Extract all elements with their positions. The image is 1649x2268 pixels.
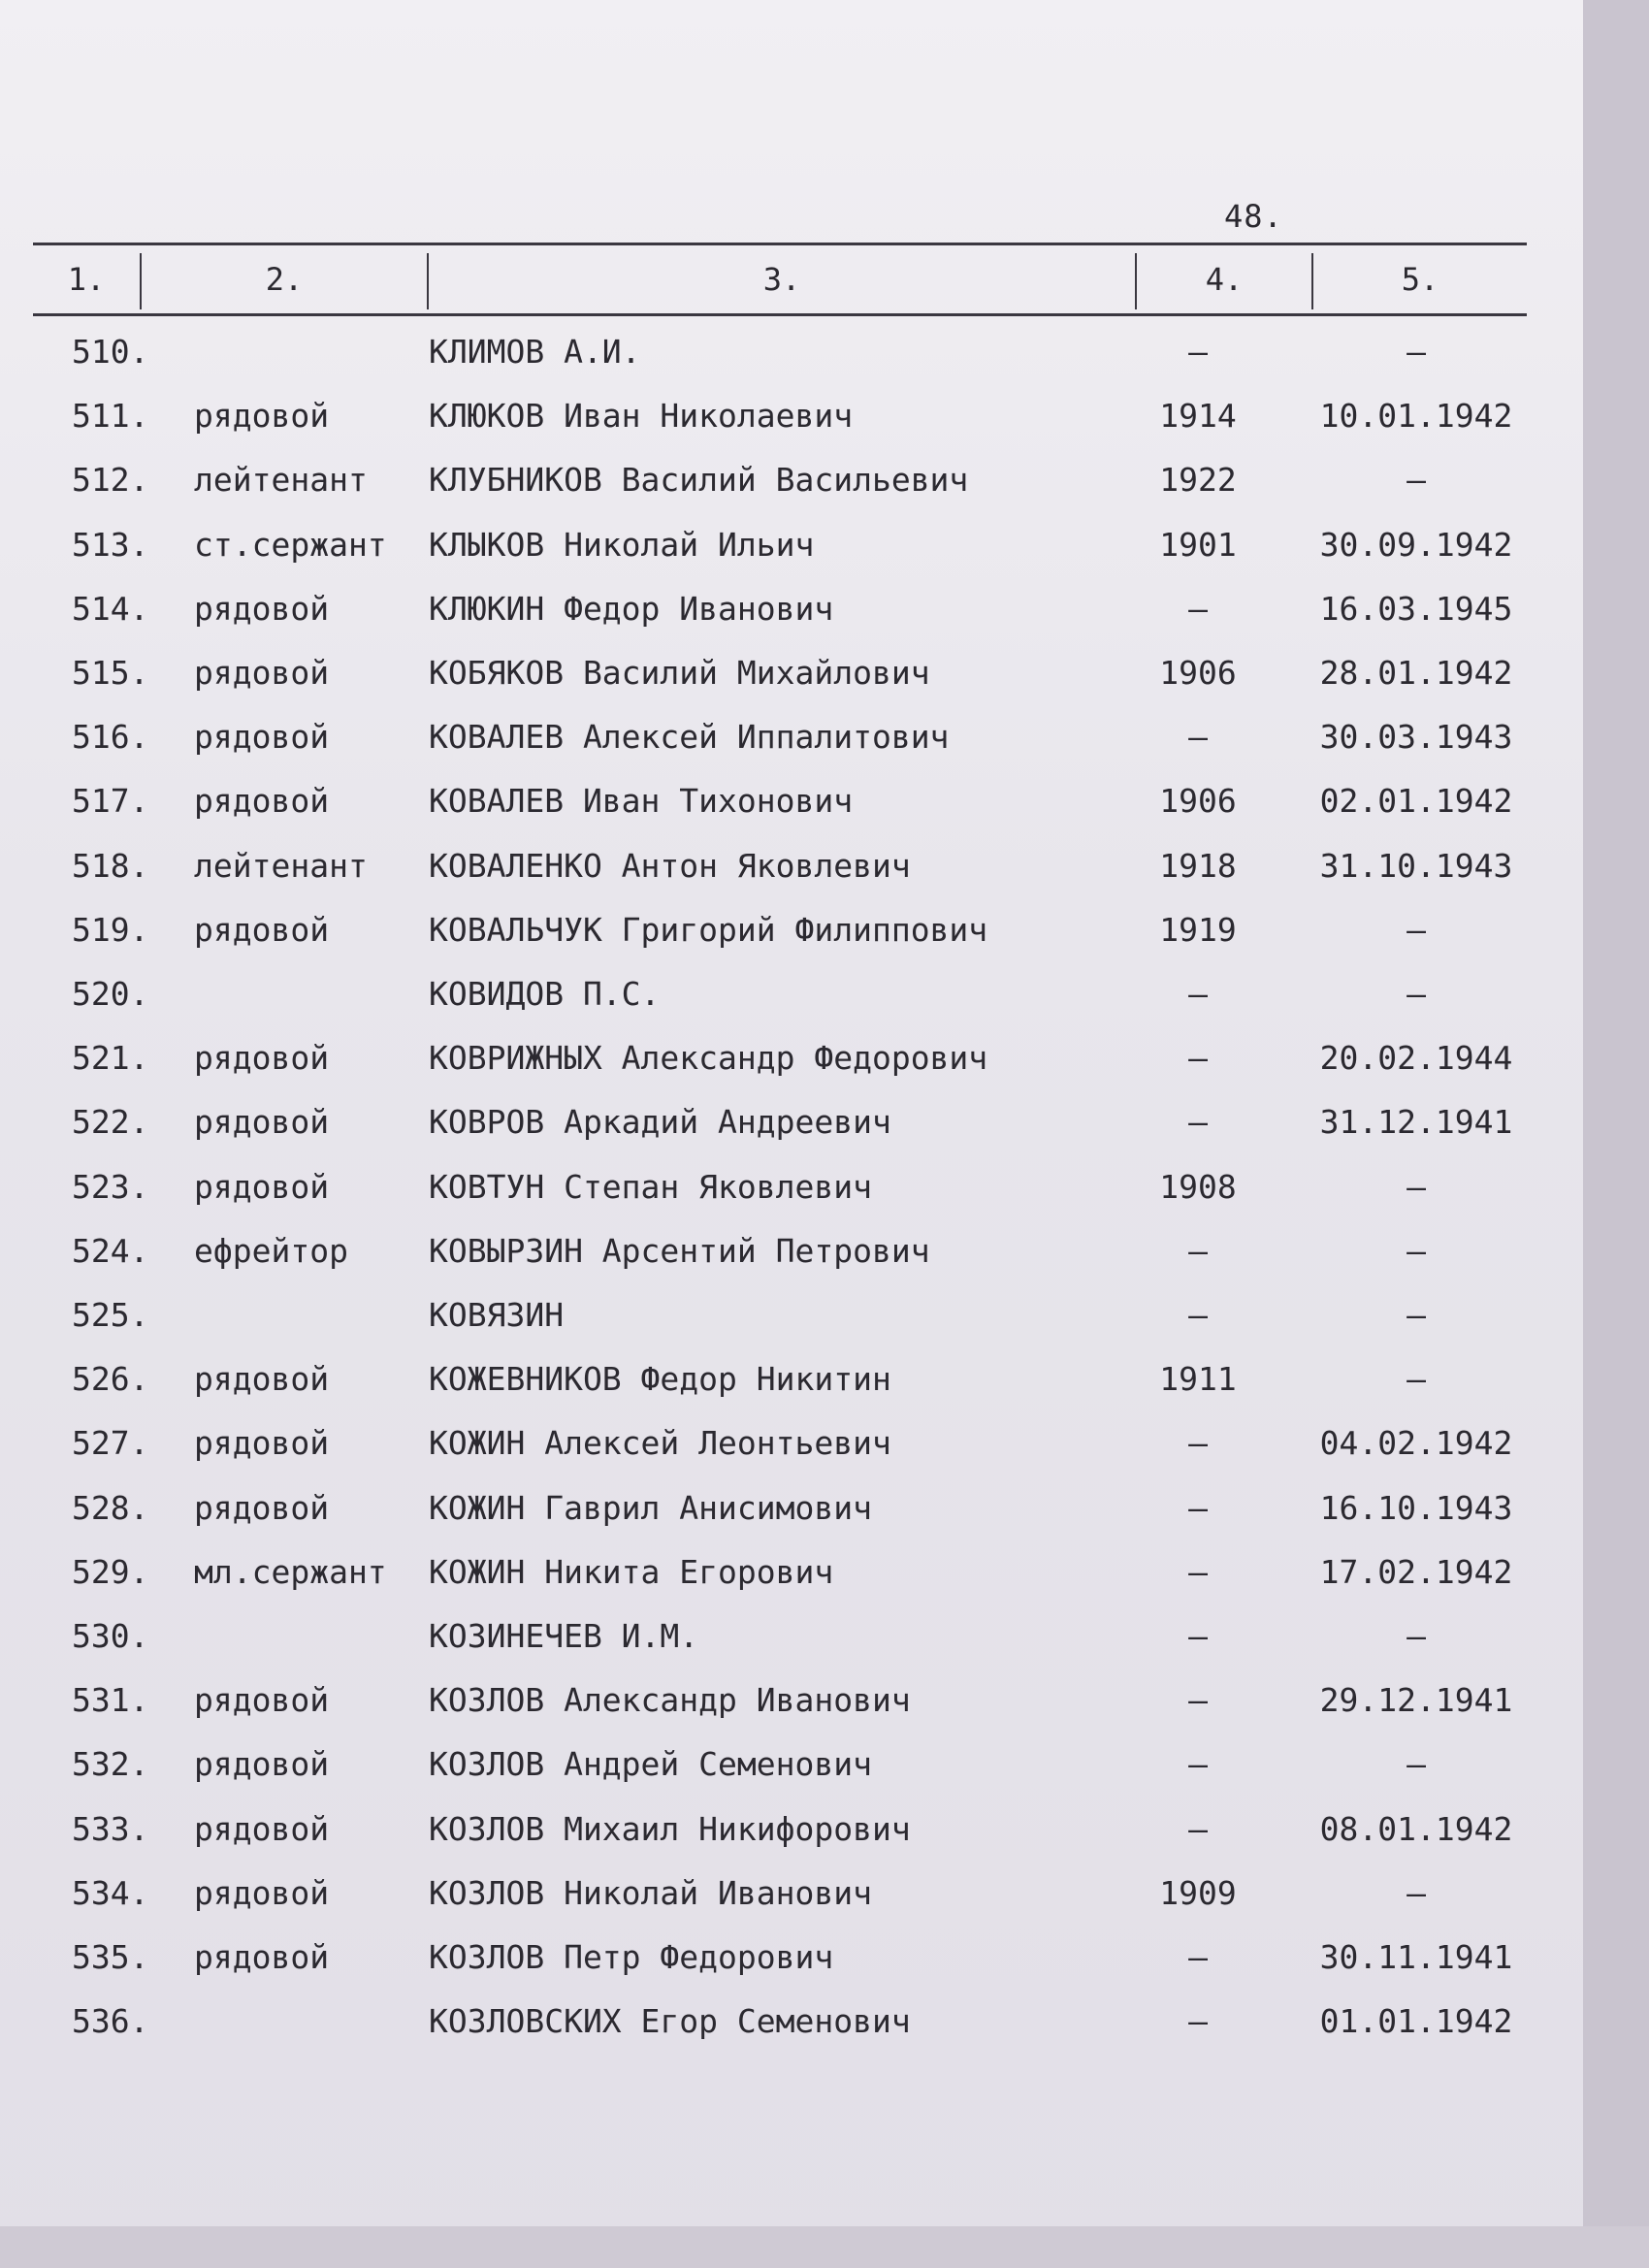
row-birth-year: 1906 — [1159, 782, 1237, 821]
row-name: КОЗЛОВСКИХ Егор Семенович — [429, 2002, 911, 2041]
row-number: 510. — [72, 333, 149, 371]
table-row — [0, 577, 1649, 641]
row-birth-year: – — [1188, 1103, 1208, 1142]
row-rank: рядовой — [194, 1938, 330, 1976]
row-rank: рядовой — [194, 397, 330, 436]
table-row — [0, 641, 1649, 705]
row-number: 514. — [72, 589, 149, 628]
row-name: КОВАЛЕНКО Антон Яковлевич — [429, 846, 911, 885]
row-rank: рядовой — [194, 910, 330, 949]
row-rank: ефрейтор — [194, 1231, 348, 1270]
row-birth-year: 1911 — [1159, 1360, 1237, 1399]
row-name: КОЖЕВНИКОВ Федор Никитин — [429, 1360, 891, 1399]
row-rank: рядовой — [194, 1745, 330, 1784]
row-number: 534. — [72, 1873, 149, 1912]
table-row — [0, 1155, 1649, 1219]
row-name: КЛЮКИН Федор Иванович — [429, 589, 834, 628]
row-number: 524. — [72, 1231, 149, 1270]
row-rank: рядовой — [194, 1681, 330, 1720]
row-number: 518. — [72, 846, 149, 885]
column-header-4: 4. — [1205, 261, 1244, 298]
row-name: КЛЫКОВ Николай Ильич — [429, 525, 815, 564]
row-birth-year: 1919 — [1159, 910, 1237, 949]
row-birth-year: – — [1188, 1745, 1208, 1784]
row-birth-year: – — [1188, 1488, 1208, 1527]
row-date: – — [1406, 1873, 1426, 1912]
row-birth-year: – — [1188, 1296, 1208, 1334]
row-name: КОЗЛОВ Петр Федорович — [429, 1938, 834, 1976]
table-row — [0, 1733, 1649, 1797]
row-date: 28.01.1942 — [1319, 654, 1513, 692]
row-number: 519. — [72, 910, 149, 949]
column-header-1: 1. — [67, 261, 106, 298]
row-date: 30.11.1941 — [1319, 1938, 1513, 1976]
row-number: 515. — [72, 654, 149, 692]
row-name: КОВЯЗИН — [429, 1296, 565, 1334]
row-number: 535. — [72, 1938, 149, 1976]
table-row — [0, 1090, 1649, 1154]
row-rank: рядовой — [194, 1167, 330, 1206]
row-number: 520. — [72, 975, 149, 1013]
row-rank: лейтенант — [194, 846, 368, 885]
row-birth-year: – — [1188, 1424, 1208, 1463]
row-birth-year: – — [1188, 333, 1208, 371]
row-number: 521. — [72, 1039, 149, 1078]
row-number: 512. — [72, 461, 149, 500]
row-date: – — [1406, 1231, 1426, 1270]
table-row — [0, 384, 1649, 448]
row-number: 513. — [72, 525, 149, 564]
row-rank: лейтенант — [194, 461, 368, 500]
row-name: КОЖИН Алексей Леонтьевич — [429, 1424, 891, 1463]
row-date: 08.01.1942 — [1319, 1809, 1513, 1848]
table-row — [0, 448, 1649, 512]
row-date: – — [1406, 333, 1426, 371]
row-rank: ст.сержант — [194, 525, 387, 564]
row-birth-year: 1918 — [1159, 846, 1237, 885]
row-date: 30.09.1942 — [1319, 525, 1513, 564]
row-name: КОВРОВ Аркадий Андреевич — [429, 1103, 891, 1142]
row-date: – — [1406, 1360, 1426, 1399]
row-name: КОЗИНЕЧЕВ И.М. — [429, 1617, 699, 1655]
table-row — [0, 1219, 1649, 1283]
row-number: 530. — [72, 1617, 149, 1655]
row-number: 517. — [72, 782, 149, 821]
row-date: 17.02.1942 — [1319, 1552, 1513, 1591]
row-date: 31.10.1943 — [1319, 846, 1513, 885]
row-birth-year: – — [1188, 589, 1208, 628]
row-number: 532. — [72, 1745, 149, 1784]
row-birth-year: 1914 — [1159, 397, 1237, 436]
table-row — [0, 1026, 1649, 1090]
row-name: КОВИДОВ П.С. — [429, 975, 661, 1013]
row-rank: рядовой — [194, 1039, 330, 1078]
table-row — [0, 1798, 1649, 1862]
row-rank: рядовой — [194, 1360, 330, 1399]
scan-edge-bottom — [0, 2226, 1649, 2268]
table-row — [0, 1604, 1649, 1669]
table-row — [0, 320, 1649, 384]
row-date: – — [1406, 1167, 1426, 1206]
row-rank: рядовой — [194, 654, 330, 692]
row-name: КОВТУН Степан Яковлевич — [429, 1167, 872, 1206]
row-name: КЛИМОВ А.И. — [429, 333, 641, 371]
row-date: 04.02.1942 — [1319, 1424, 1513, 1463]
row-name: КОЖИН Никита Егорович — [429, 1552, 834, 1591]
table-row — [0, 1926, 1649, 1990]
row-date: – — [1406, 975, 1426, 1013]
row-rank: рядовой — [194, 1424, 330, 1463]
row-rank: рядовой — [194, 589, 330, 628]
row-birth-year: – — [1188, 1552, 1208, 1591]
row-number: 523. — [72, 1167, 149, 1206]
table-row — [0, 1411, 1649, 1475]
column-header-3: 3. — [762, 261, 801, 298]
row-date: 20.02.1944 — [1319, 1039, 1513, 1078]
row-number: 526. — [72, 1360, 149, 1399]
column-header-2: 2. — [265, 261, 304, 298]
row-number: 525. — [72, 1296, 149, 1334]
row-rank: рядовой — [194, 1873, 330, 1912]
row-birth-year: 1901 — [1159, 525, 1237, 564]
page-number: 48. — [1224, 198, 1283, 235]
row-number: 527. — [72, 1424, 149, 1463]
row-birth-year: 1922 — [1159, 461, 1237, 500]
table-row — [0, 898, 1649, 962]
row-birth-year: – — [1188, 2002, 1208, 2041]
row-birth-year: – — [1188, 1809, 1208, 1848]
table-row — [0, 513, 1649, 577]
row-rank: рядовой — [194, 1809, 330, 1848]
row-date: – — [1406, 1617, 1426, 1655]
row-number: 522. — [72, 1103, 149, 1142]
row-name: КОЗЛОВ Александр Иванович — [429, 1681, 911, 1720]
row-birth-year: – — [1188, 1938, 1208, 1976]
row-name: КОВАЛЕВ Иван Тихонович — [429, 782, 854, 821]
row-birth-year: – — [1188, 1039, 1208, 1078]
row-rank: рядовой — [194, 718, 330, 757]
row-date: 01.01.1942 — [1319, 2002, 1513, 2041]
row-date: – — [1406, 1745, 1426, 1784]
row-birth-year: – — [1188, 1231, 1208, 1270]
row-date: 16.10.1943 — [1319, 1488, 1513, 1527]
row-name: КОБЯКОВ Василий Михайлович — [429, 654, 930, 692]
row-name: КОВАЛЕВ Алексей Иппалитович — [429, 718, 950, 757]
column-header-5: 5. — [1401, 261, 1439, 298]
row-name: КОЖИН Гаврил Анисимович — [429, 1488, 872, 1527]
row-date: 31.12.1941 — [1319, 1103, 1513, 1142]
row-birth-year: 1908 — [1159, 1167, 1237, 1206]
row-rank: рядовой — [194, 1488, 330, 1527]
row-number: 533. — [72, 1809, 149, 1848]
row-name: КОВРИЖНЫХ Александр Федорович — [429, 1039, 988, 1078]
row-name: КОЗЛОВ Николай Иванович — [429, 1873, 872, 1912]
row-date: 16.03.1945 — [1319, 589, 1513, 628]
row-number: 531. — [72, 1681, 149, 1720]
row-date: – — [1406, 461, 1426, 500]
row-name: КЛУБНИКОВ Василий Васильевич — [429, 461, 969, 500]
row-number: 536. — [72, 2002, 149, 2041]
table-row — [0, 1990, 1649, 2054]
table-row — [0, 705, 1649, 769]
row-number: 529. — [72, 1552, 149, 1591]
row-rank: рядовой — [194, 1103, 330, 1142]
row-birth-year: 1909 — [1159, 1873, 1237, 1912]
table-row — [0, 769, 1649, 833]
row-date: 02.01.1942 — [1319, 782, 1513, 821]
row-name: КОВАЛЬЧУК Григорий Филиппович — [429, 910, 988, 949]
row-birth-year: – — [1188, 975, 1208, 1013]
row-name: КОВЫРЗИН Арсентий Петрович — [429, 1231, 930, 1270]
row-date: 30.03.1943 — [1319, 718, 1513, 757]
row-birth-year: – — [1188, 718, 1208, 757]
row-birth-year: 1906 — [1159, 654, 1237, 692]
table-row — [0, 1347, 1649, 1411]
row-date: – — [1406, 910, 1426, 949]
row-name: КЛЮКОВ Иван Николаевич — [429, 397, 854, 436]
row-number: 511. — [72, 397, 149, 436]
table-row — [0, 834, 1649, 898]
row-name: КОЗЛОВ Андрей Семенович — [429, 1745, 872, 1784]
table-row — [0, 1540, 1649, 1604]
table-row — [0, 1476, 1649, 1540]
table-row — [0, 1669, 1649, 1733]
table-row — [0, 962, 1649, 1026]
table-header — [33, 243, 1527, 316]
row-number: 516. — [72, 718, 149, 757]
table-row — [0, 1862, 1649, 1926]
row-name: КОЗЛОВ Михаил Никифорович — [429, 1809, 911, 1848]
row-number: 528. — [72, 1488, 149, 1527]
row-birth-year: – — [1188, 1681, 1208, 1720]
row-date: – — [1406, 1296, 1426, 1334]
row-rank: мл.сержант — [194, 1552, 387, 1591]
row-birth-year: – — [1188, 1617, 1208, 1655]
table-row — [0, 1283, 1649, 1347]
row-date: 29.12.1941 — [1319, 1681, 1513, 1720]
row-rank: рядовой — [194, 782, 330, 821]
row-date: 10.01.1942 — [1319, 397, 1513, 436]
